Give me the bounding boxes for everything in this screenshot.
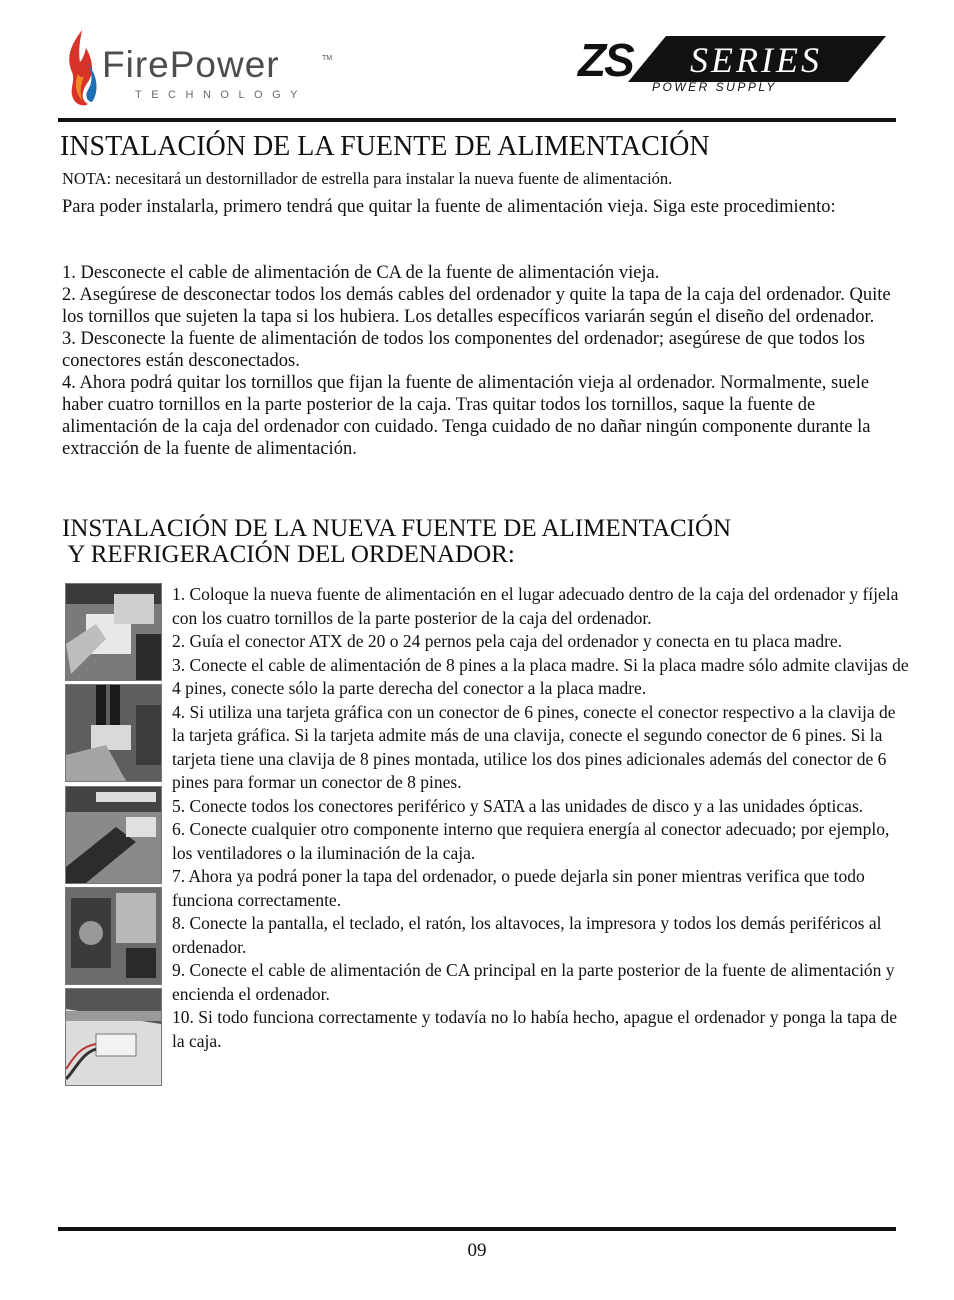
list-item: 1. Desconecte el cable de alimentación de CA de la fuente de alimentación vieja. [62,263,660,283]
section2-title-line1: INSTALACIÓN DE LA NUEVA FUENTE DE ALIMENTACIÓN [62,515,732,542]
list-item: 7. Ahora ya podrá poner la tapa del ordenador, o puede dejarla sin poner mientras verifica que todo funciona correctamente. [172,866,865,910]
section1-intro: Para poder instalarla, primero tendrá que quitar la fuente de alimentación vieja. Siga este procedimiento: [62,197,836,217]
list-item: 1. Coloque la nueva fuente de alimentación en el lugar adecuado dentro de la caja del ordenador y fíjela con los cuatro tornillos de la parte posterior de la caja del ordenador. [172,584,899,628]
photo-sata-connectors [65,887,162,985]
section2-title-line2: Y REFRIGERACIÓN DEL ORDENADOR: [62,541,515,568]
brand-subtitle: TECHNOLOGY [135,89,308,101]
brand-name: FirePower [102,44,280,85]
section2-title [62,516,731,568]
section1-title: INSTALACIÓN DE LA FUENTE DE ALIMENTACIÓN [60,131,710,162]
photo-drive-molex [65,988,162,1086]
section1-note: NOTA: necesitará un destornillador de estrella para instalar la nueva fuente de alimentación. [62,169,673,188]
section1-steps [62,262,907,460]
top-rule [58,118,896,122]
bottom-rule [58,1227,896,1231]
series-word: SERIES [690,40,822,80]
list-item: 8. Conecte la pantalla, el teclado, el ratón, los altavoces, la impresora y todos los demás periféricos al ordenador. [172,913,882,957]
list-item: 3. Conecte el cable de alimentación de 8 pines a la placa madre. Si la placa madre sólo admite clavijas de 4 pines, conecte sólo la parte derecha del conector a la placa madre. [172,654,909,698]
list-item: 9. Conecte el cable de alimentación de CA principal en la parte posterior de la fuente de alimentación y encienda el ordenador. [172,960,895,1004]
list-item: 4. Ahora podrá quitar los tornillos que fijan la fuente de alimentación vieja al ordenador. Normalmente, suele haber cuatro tornillos en la parte posterior de la caja. Tras quitar todos los tornillos, saque la fuente de alimentación de la caja del ordenador con cuidado. Tenga cuidado de no dañar ningún componente durante la extracción de la fuente de alimentación. [62,373,871,459]
list-item: 10. Si todo funciona correctamente y todavía no lo había hecho, apague el ordenador y ponga la tapa de la caja. [172,1007,898,1051]
photo-atx-connector [65,583,162,681]
list-item: 5. Conecte todos los conectores periférico y SATA a las unidades de disco y a las unidades ópticas. [172,795,864,816]
page-number: 09 [467,1240,487,1261]
list-item: 3. Desconecte la fuente de alimentación de todos los componentes del ordenador; asegúrese de que todos los conectores están desconectados. [62,329,865,371]
series-subtitle: POWER SUPPLY [652,80,777,94]
list-item: 2. Guía el conector ATX de 20 o 24 pernos pela caja del ordenador y conecta en tu placa madre. [172,631,843,651]
zs-mark: ZS [578,34,633,86]
photo-8pin-connector [65,684,162,782]
brand-trademark: TM [322,55,333,62]
section2-steps [172,583,912,1053]
firepower-flame-logo [62,28,102,108]
list-item: 6. Conecte cualquier otro componente interno que requiera energía al conector adecuado; por ejemplo, los ventiladores o la iluminación de la caja. [172,819,890,863]
list-item: 4. Si utiliza una tarjeta gráfica con un conector de 6 pines, conecte el conector respectivo a la clavija de la tarjeta gráfica. Si la tarjeta admite más de una clavija, conecte el segundo conector de 6 pines. Si la tarjeta tiene una clavija de 8 pines montada, utilice los dos pines adicionales además del conector de 6 pines para formar un conector de 8 pines. [172,701,896,792]
photo-pcie-connector [65,786,162,884]
list-item: 2. Asegúrese de desconectar todos los demás cables del ordenador y quite la tapa de la caja del ordenador. Quite los tornillos que sujeten la tapa si los hubiera. Los detalles específicos variarán según el diseño del ordenador. [62,285,891,327]
